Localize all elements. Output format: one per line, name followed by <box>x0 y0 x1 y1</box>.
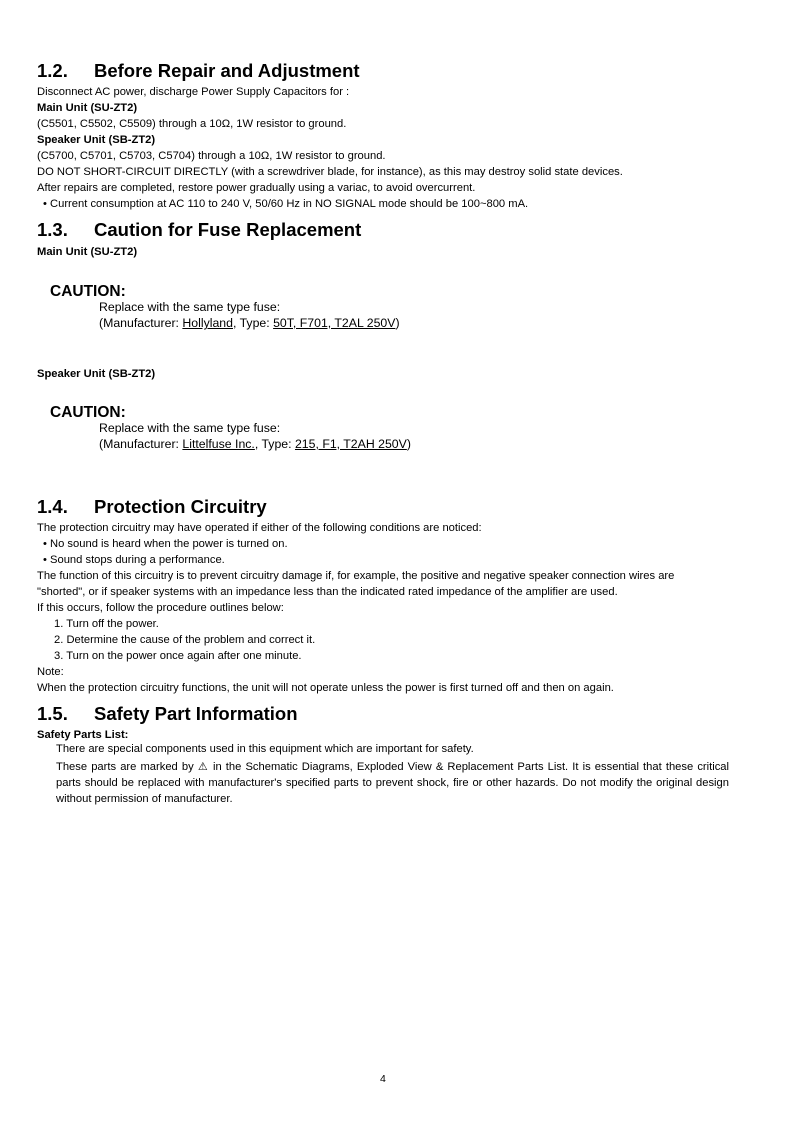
s12-after-repair: After repairs are completed, restore power gradually using a variac, to avoid overcurrent. <box>37 182 476 194</box>
section-number: 1.2. <box>37 60 68 81</box>
s13-main-unit-label: Main Unit (SU-ZT2) <box>37 246 138 258</box>
caution-replace-line: Replace with the same type fuse: <box>99 300 281 314</box>
section-number: 1.3. <box>37 219 68 240</box>
s14-function-line: "shorted", or if speaker systems with an impedance less than the indicated rated impedance of the amplifier are used. <box>37 586 618 598</box>
caution-replace-line: Replace with the same type fuse: <box>99 421 281 435</box>
s12-speaker-unit-label: Speaker Unit (SB-ZT2) <box>37 134 156 146</box>
s14-bullet: • Sound stops during a performance. <box>43 554 225 566</box>
s14-step: 3. Turn on the power once again after one minute. <box>54 650 302 662</box>
s14-step: 1. Turn off the power. <box>54 618 159 630</box>
section-1-4-heading <box>37 496 267 518</box>
s13-speaker-unit-label: Speaker Unit (SB-ZT2) <box>37 368 156 380</box>
caution-fuse-spec: (Manufacturer: Littelfuse Inc., Type: 215, F1, T2AH 250V) <box>99 437 411 451</box>
s14-note-label: Note: <box>37 666 64 678</box>
fuse-type: 50T, F701, T2AL 250V <box>273 316 396 330</box>
section-1-2-heading <box>37 60 360 82</box>
s14-function-line: The function of this circuitry is to prevent circuitry damage if, for example, the positive and negative speaker connection wires are <box>37 570 675 582</box>
section-title: Before Repair and Adjustment <box>94 60 360 81</box>
section-number: 1.5. <box>37 703 68 724</box>
s12-intro: Disconnect AC power, discharge Power Supply Capacitors for : <box>37 86 350 98</box>
page-number: 4 <box>380 1073 386 1085</box>
section-1-3-heading <box>37 219 361 241</box>
fuse-manufacturer: Hollyland <box>182 316 233 330</box>
s12-current-consumption: • Current consumption at AC 110 to 240 V, 50/60 Hz in NO SIGNAL mode should be 100~800 mA. <box>43 198 529 210</box>
s15-paragraph: These parts are marked by ⚠ in the Schematic Diagrams, Exploded View & Replacement Parts List. It is essential that these critical parts should be replaced with manufacturer's specified parts to prevent shock, fire or other hazards. Do not modify the original design without permission of manufacturer. <box>56 761 730 805</box>
section-title: Caution for Fuse Replacement <box>94 219 362 240</box>
caution-fuse-spec: (Manufacturer: Hollyland, Type: 50T, F701, T2AL 250V) <box>99 316 400 330</box>
s15-line: There are special components used in this equipment which are important for safety. <box>56 743 474 755</box>
s14-step: 2. Determine the cause of the problem and correct it. <box>54 634 316 646</box>
fuse-type: 215, F1, T2AH 250V <box>294 437 407 451</box>
section-title: Protection Circuitry <box>94 496 267 517</box>
section-1-5-heading <box>37 703 298 725</box>
s12-main-unit-label: Main Unit (SU-ZT2) <box>37 102 138 114</box>
s12-no-short-warning: DO NOT SHORT-CIRCUIT DIRECTLY (with a screwdriver blade, for instance), as this may destroy solid state devices. <box>37 166 623 178</box>
warning-triangle-icon: ⚠ <box>197 761 209 773</box>
caution-heading: CAUTION: <box>50 283 126 300</box>
s12-speaker-capacitors: (C5700, C5701, C5703, C5704) through a 10Ω, 1W resistor to ground. <box>37 150 386 162</box>
s14-procedure-intro: If this occurs, follow the procedure outlines below: <box>37 602 284 614</box>
fuse-manufacturer: Littelfuse Inc. <box>182 437 255 451</box>
s12-main-capacitors: (C5501, C5502, C5509) through a 10Ω, 1W resistor to ground. <box>37 118 347 130</box>
s15-safety-parts-label: Safety Parts List: <box>37 729 129 741</box>
s14-note-text: When the protection circuitry functions, the unit will not operate unless the power is first turned off and then on again. <box>37 682 614 694</box>
section-number: 1.4. <box>37 496 68 517</box>
caution-heading: CAUTION: <box>50 404 126 421</box>
section-title: Safety Part Information <box>94 703 298 724</box>
s14-bullet: • No sound is heard when the power is turned on. <box>43 538 288 550</box>
s14-intro: The protection circuitry may have operated if either of the following conditions are noticed: <box>37 522 482 534</box>
